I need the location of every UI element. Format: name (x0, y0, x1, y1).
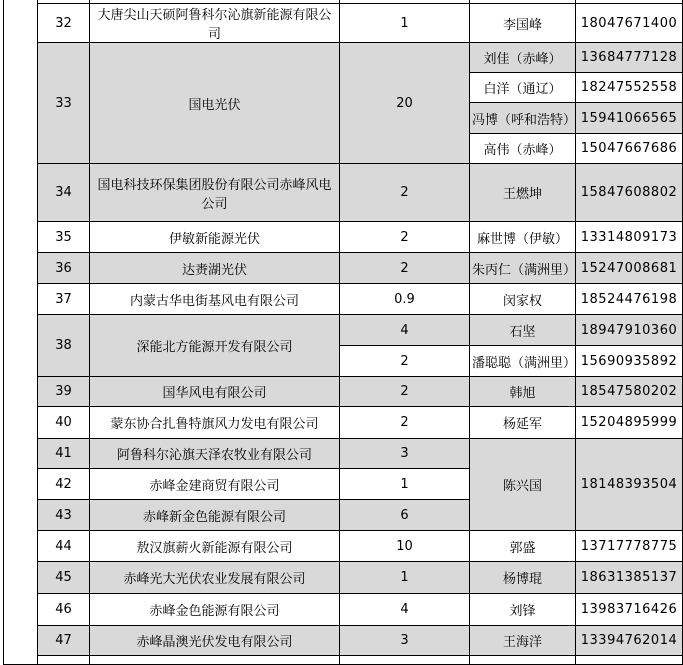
cell-company[interactable]: 国电光伏 (90, 43, 340, 164)
cell-quantity[interactable]: 1 (340, 4, 470, 43)
cell-phone[interactable]: 15690935892 (576, 346, 683, 377)
cell-id[interactable]: 41 (38, 439, 90, 469)
cell-quantity[interactable]: 2 (340, 164, 470, 222)
cell-id[interactable]: 39 (38, 377, 90, 407)
table-row-partial-bottom (4, 656, 683, 665)
contact-table (3, 0, 683, 665)
cell-company[interactable]: 赤峰金建商贸有限公司 (90, 469, 340, 500)
cell-quantity[interactable]: 3 (340, 626, 470, 656)
cell-contact[interactable]: 王海洋 (470, 626, 576, 656)
cell-id[interactable]: 37 (38, 284, 90, 315)
cell-contact[interactable]: 王燃坤 (470, 164, 576, 222)
cell-partial[interactable] (576, 656, 683, 665)
cell-company[interactable]: 达赉湖光伏 (90, 253, 340, 284)
cell-phone[interactable]: 18247552558 (576, 73, 683, 103)
cell-id[interactable]: 43 (38, 500, 90, 531)
cell-phone[interactable]: 15247008681 (576, 253, 683, 284)
cell-company[interactable]: 内蒙古华电街基风电有限公司 (90, 284, 340, 315)
cell-company[interactable]: 国华风电有限公司 (90, 377, 340, 407)
cell-id[interactable]: 47 (38, 626, 90, 656)
cell-contact[interactable]: 杨延军 (470, 407, 576, 439)
cell-id[interactable]: 42 (38, 469, 90, 500)
cell-contact[interactable]: 韩旭 (470, 377, 576, 407)
cell-company[interactable]: 赤峰新金色能源有限公司 (90, 500, 340, 531)
cell-contact[interactable]: 朱丙仁（满洲里） (470, 253, 576, 284)
table-row (4, 594, 683, 626)
table-row (4, 284, 683, 315)
cell-phone[interactable]: 13983716426 (576, 594, 683, 626)
cell-phone[interactable]: 15047667686 (576, 134, 683, 164)
cell-id[interactable]: 33 (38, 43, 90, 164)
cell-id[interactable]: 32 (38, 4, 90, 43)
cell-quantity[interactable]: 6 (340, 500, 470, 531)
cell-contact[interactable]: 刘锋 (470, 594, 576, 626)
cell-id[interactable]: 34 (38, 164, 90, 222)
cell-quantity[interactable]: 4 (340, 594, 470, 626)
cell-id[interactable]: 36 (38, 253, 90, 284)
table-row (4, 164, 683, 222)
cell-phone[interactable]: 18631385137 (576, 562, 683, 594)
cell-phone[interactable]: 13717778775 (576, 531, 683, 562)
table-row (4, 626, 683, 656)
cell-contact[interactable]: 陈兴国 (470, 439, 576, 531)
cell-id[interactable]: 45 (38, 562, 90, 594)
cell-quantity[interactable]: 2 (340, 377, 470, 407)
cell-quantity[interactable]: 2 (340, 407, 470, 439)
cell-phone[interactable]: 13314809173 (576, 222, 683, 253)
cell-contact[interactable]: 石坚 (470, 315, 576, 346)
cell-company[interactable]: 深能北方能源开发有限公司 (90, 315, 340, 377)
table-row (4, 531, 683, 562)
cell-quantity[interactable]: 3 (340, 439, 470, 469)
cell-contact[interactable]: 李国峰 (470, 4, 576, 43)
cell-contact[interactable]: 郭盛 (470, 531, 576, 562)
cell-quantity[interactable]: 0.9 (340, 284, 470, 315)
cell-company[interactable]: 蒙东协合扎鲁特旗风力发电有限公司 (90, 407, 340, 439)
cell-contact[interactable]: 杨博琨 (470, 562, 576, 594)
cell-phone[interactable]: 13684777128 (576, 43, 683, 73)
cell-partial[interactable] (340, 656, 470, 665)
table-row (4, 562, 683, 594)
cell-contact[interactable]: 冯博（呼和浩特） (470, 103, 576, 134)
cell-partial[interactable] (38, 656, 90, 665)
cell-id[interactable]: 40 (38, 407, 90, 439)
cell-partial[interactable] (470, 656, 576, 665)
cell-company[interactable]: 赤峰光大光伏农业发展有限公司 (90, 562, 340, 594)
cell-contact[interactable]: 潘聪聪（满洲里） (470, 346, 576, 377)
cell-phone[interactable]: 15847608802 (576, 164, 683, 222)
cell-phone[interactable]: 18947910360 (576, 315, 683, 346)
cell-id[interactable]: 35 (38, 222, 90, 253)
cell-quantity[interactable]: 1 (340, 562, 470, 594)
cell-quantity[interactable]: 10 (340, 531, 470, 562)
cell-company[interactable]: 阿鲁科尔沁旗天泽农牧业有限公司 (90, 439, 340, 469)
cell-quantity[interactable]: 4 (340, 315, 470, 346)
cell-id[interactable]: 38 (38, 315, 90, 377)
cell-phone[interactable]: 18148393504 (576, 439, 683, 531)
table-row (4, 407, 683, 439)
cell-id[interactable]: 46 (38, 594, 90, 626)
cell-id[interactable]: 44 (38, 531, 90, 562)
cell-quantity[interactable]: 2 (340, 222, 470, 253)
cell-quantity[interactable]: 2 (340, 346, 470, 377)
cell-contact[interactable]: 刘佳（赤峰） (470, 43, 576, 73)
cell-company[interactable]: 大唐尖山天硕阿鲁科尔沁旗新能源有限公司 (90, 4, 340, 43)
cell-contact[interactable]: 白洋（通辽） (470, 73, 576, 103)
cell-contact[interactable]: 麻世博（伊敏） (470, 222, 576, 253)
cell-quantity[interactable]: 1 (340, 469, 470, 500)
left-margin-cell[interactable] (4, 0, 38, 665)
cell-contact[interactable]: 闵家权 (470, 284, 576, 315)
cell-phone[interactable]: 18524476198 (576, 284, 683, 315)
cell-company[interactable]: 伊敏新能源光伏 (90, 222, 340, 253)
cell-company[interactable]: 国电科技环保集团股份有限公司赤峰风电公司 (90, 164, 340, 222)
table-row (4, 315, 683, 346)
cell-phone[interactable]: 13394762014 (576, 626, 683, 656)
cell-company[interactable]: 赤峰晶澳光伏发电有限公司 (90, 626, 340, 656)
cell-phone[interactable]: 18547580202 (576, 377, 683, 407)
cell-quantity[interactable]: 20 (340, 43, 470, 164)
table-row (4, 439, 683, 469)
table-row (4, 377, 683, 407)
table-row (4, 222, 683, 253)
cell-phone[interactable]: 15941066565 (576, 103, 683, 134)
cell-phone[interactable]: 15204895999 (576, 407, 683, 439)
table-row (4, 253, 683, 284)
table-row (4, 43, 683, 73)
cell-phone[interactable]: 18047671400 (576, 4, 683, 43)
cell-company[interactable]: 敖汉旗薪火新能源有限公司 (90, 531, 340, 562)
cell-company[interactable]: 赤峰金色能源有限公司 (90, 594, 340, 626)
table-row (4, 4, 683, 43)
cell-partial[interactable] (90, 656, 340, 665)
cell-quantity[interactable]: 2 (340, 253, 470, 284)
cell-contact[interactable]: 高伟（赤峰） (470, 134, 576, 164)
